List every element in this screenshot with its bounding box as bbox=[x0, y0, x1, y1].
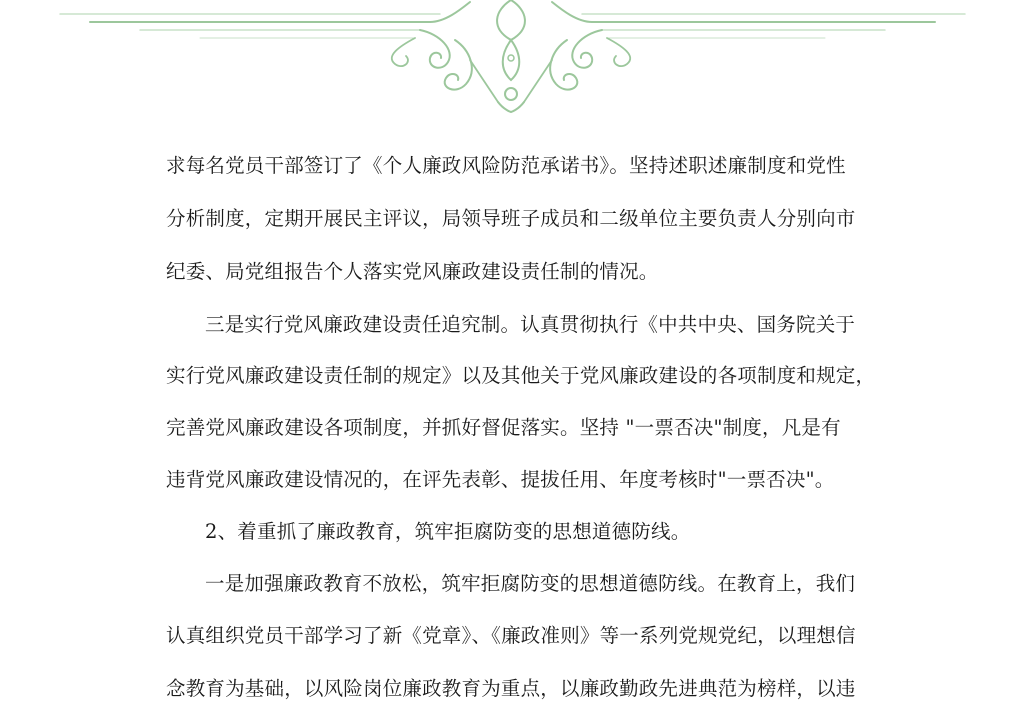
body-line: 违背党风廉政建设情况的，在评先表彰、提拔任用、年度考核时"一票否决"。 bbox=[166, 468, 835, 491]
body-line: 纪委、局党组报告个人落实党风廉政建设责任制的情况。 bbox=[166, 260, 659, 283]
body-line: 分析制度，定期开展民主评议，局领导班子成员和二级单位主要负责人分别向市 bbox=[166, 207, 856, 230]
body-line: 实行党风廉政建设责任制的规定》以及其他关于党风廉政建设的各项制度和规定， bbox=[166, 364, 876, 387]
body-line: 完善党风廉政建设各项制度，并抓好督促落实。坚持 "一票否决"制度，凡是有 bbox=[166, 416, 841, 439]
section-heading: 2、着重抓了廉政教育，筑牢拒腐防变的思想道德防线。 bbox=[205, 520, 691, 543]
body-line: 念教育为基础，以风险岗位廉政教育为重点，以廉政勤政先进典范为榜样，以违 bbox=[166, 677, 856, 700]
header-ornament bbox=[0, 0, 1022, 120]
body-line: 求每名党员干部签订了《个人廉政风险防范承诺书》。坚持述职述廉制度和党性 bbox=[166, 154, 846, 177]
body-line: 一是加强廉政教育不放松，筑牢拒腐防变的思想道德防线。在教育上，我们 bbox=[205, 572, 856, 595]
body-line: 三是实行党风廉政建设责任追究制。认真贯彻执行《中共中央、国务院关于 bbox=[205, 313, 856, 336]
body-line: 认真组织党员干部学习了新《党章》、《廉政准则》等一系列党规党纪，以理想信 bbox=[166, 624, 856, 647]
